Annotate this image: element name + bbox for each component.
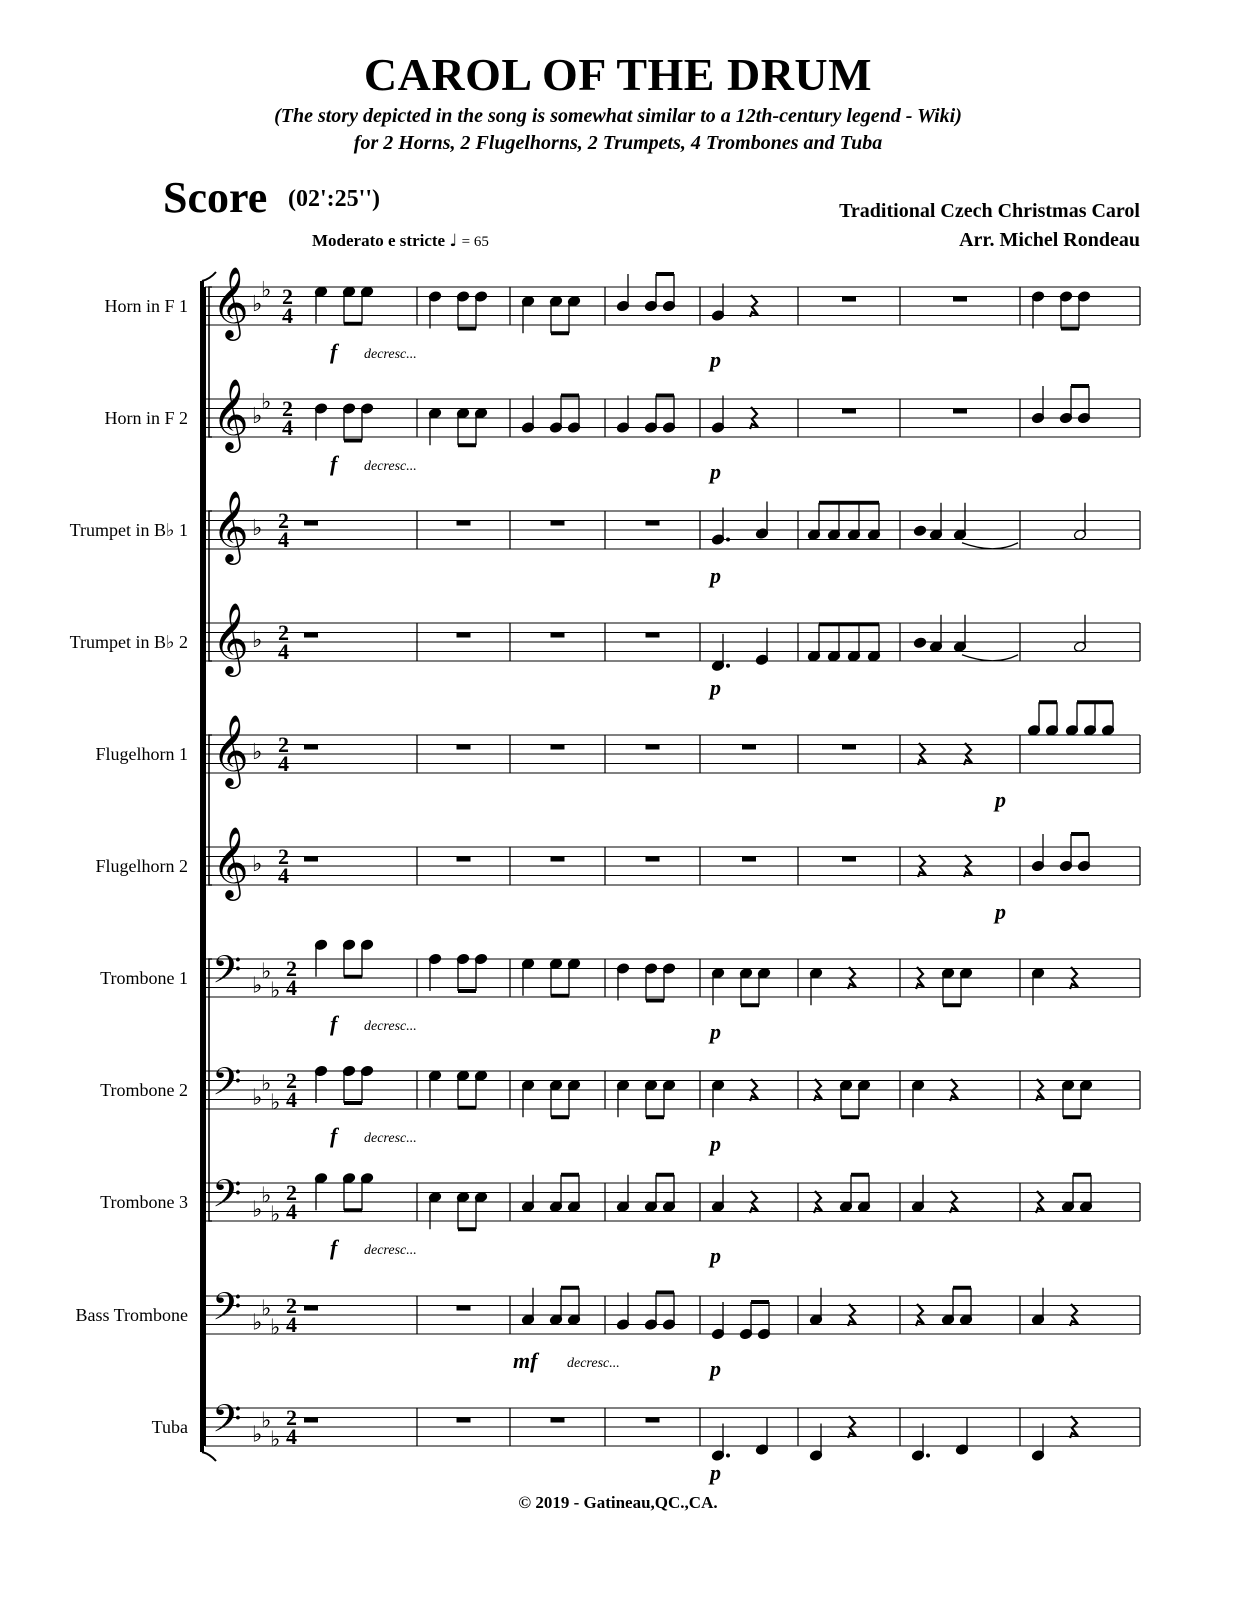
measure (711, 628, 768, 672)
staff-4 (205, 615, 1140, 672)
measure (1031, 1416, 1078, 1461)
flat-icon: ♭ (252, 1085, 263, 1111)
dynamic-marking: mf (513, 1348, 538, 1373)
flat-icon: ♭ (261, 1296, 272, 1322)
measure (711, 502, 768, 546)
time-signature: 2 (278, 620, 289, 645)
copyright: © 2019 - Gatineau,QC.,CA. (518, 1493, 718, 1512)
time-signature: 4 (286, 975, 297, 1000)
measure (814, 1175, 871, 1213)
time-signature: 2 (286, 1293, 297, 1318)
measure (314, 1065, 373, 1103)
measure (842, 745, 856, 750)
time-signature: 2 (286, 1180, 297, 1205)
time-signature: 4 (286, 1312, 297, 1337)
score-title: CAROL OF THE DRUM (363, 49, 873, 100)
measure (304, 745, 318, 750)
measure (304, 1306, 318, 1311)
treble-clef-icon: 𝄞 (212, 713, 249, 786)
score-subtitle: (The story depicted in the song is somewhat similar to a 12th-century legend - Wiki) (274, 105, 962, 127)
dynamic-marking: f (330, 339, 338, 364)
measure (304, 633, 318, 638)
measure (616, 396, 675, 434)
measure (428, 1070, 487, 1108)
duration: (02':25'') (288, 186, 380, 212)
measure (953, 409, 967, 414)
whole-rest (457, 633, 471, 638)
dynamic-marking: p (710, 1460, 721, 1485)
instrument-label: Bass Trombone (75, 1305, 188, 1325)
whole-rest (742, 745, 756, 750)
decrescendo-text: decresc... (364, 459, 417, 474)
dynamic-marking: p (995, 787, 1006, 812)
measure (916, 1288, 973, 1326)
measure (913, 615, 1018, 661)
whole-rest (457, 1306, 471, 1311)
whole-rest (551, 745, 565, 750)
measure (304, 521, 318, 526)
whole-rest (457, 1418, 471, 1423)
measure (616, 1079, 675, 1117)
instrument-label: Flugelhorn 1 (95, 744, 188, 764)
instrument-label: Horn in F 2 (104, 408, 188, 428)
flat-icon: ♭ (270, 1315, 281, 1341)
flat-icon: ♭ (270, 1427, 281, 1453)
measure (911, 1418, 968, 1462)
measure (551, 745, 565, 750)
whole-rest (551, 633, 565, 638)
measure (953, 297, 967, 302)
time-signature: 2 (282, 284, 293, 309)
treble-clef-icon: 𝄞 (212, 489, 249, 562)
measure (428, 407, 487, 445)
decrescendo-text: decresc... (364, 1019, 417, 1034)
flat-icon: ♭ (270, 978, 281, 1004)
whole-rest (304, 857, 318, 862)
measure (711, 1302, 770, 1340)
dynamic-marking: f (330, 1235, 338, 1260)
flat-icon: ♭ (252, 1197, 263, 1223)
decrescendo-text: decresc... (364, 1243, 417, 1258)
measure (551, 1418, 565, 1423)
staff-8 (205, 1065, 1140, 1117)
measure (457, 857, 471, 862)
measure (314, 1172, 373, 1210)
bracket-hook (202, 1452, 216, 1461)
measure (1036, 1175, 1093, 1213)
whole-rest (842, 409, 856, 414)
time-signature: 2 (286, 956, 297, 981)
dot (726, 664, 730, 668)
whole-rest (304, 633, 318, 638)
dynamic-marking: p (710, 563, 721, 588)
measure (711, 967, 770, 1005)
whole-rest (304, 1306, 318, 1311)
time-signature: 2 (286, 1405, 297, 1430)
measure (809, 1416, 856, 1461)
whole-rest (646, 521, 660, 526)
staff-7 (205, 939, 1140, 1005)
measure (521, 1079, 580, 1117)
flat-icon: ♭ (261, 277, 272, 303)
time-signature: 4 (278, 863, 289, 888)
measure (1031, 291, 1090, 329)
time-signature: 2 (282, 396, 293, 421)
flat-icon: ♭ (252, 628, 263, 653)
flat-icon: ♭ (261, 1183, 272, 1209)
instrument-label: Tuba (151, 1417, 188, 1437)
dynamic-marking: p (710, 1356, 721, 1381)
measure (457, 745, 471, 750)
time-signature: 2 (286, 1068, 297, 1093)
whole-rest (842, 297, 856, 302)
measure (742, 745, 756, 750)
instrument-label: Trumpet in B♭ 2 (69, 632, 188, 652)
whole-rest (842, 857, 856, 862)
measure (521, 396, 580, 434)
measure (428, 953, 487, 991)
measure (807, 503, 880, 541)
group-bracket (209, 735, 212, 885)
measure (1031, 386, 1090, 424)
group-bracket (209, 287, 212, 437)
whole-rest (304, 1418, 318, 1423)
measure (521, 1288, 580, 1326)
flat-icon: ♭ (252, 404, 263, 429)
measure (1073, 503, 1086, 541)
measure (616, 963, 675, 1001)
time-signature: 4 (286, 1424, 297, 1449)
whole-rest (304, 745, 318, 750)
decrescendo-text: decresc... (567, 1356, 620, 1371)
time-signature: 2 (278, 508, 289, 533)
measure (314, 403, 373, 441)
flat-icon: ♭ (252, 1310, 263, 1336)
time-signature: 4 (286, 1087, 297, 1112)
measure (304, 1418, 318, 1423)
measure (916, 967, 973, 1005)
arranger: Arr. Michel Rondeau (959, 229, 1140, 251)
instrument-label: Trumpet in B♭ 1 (69, 520, 188, 540)
flat-icon: ♭ (252, 740, 263, 765)
staff-5 (205, 702, 1140, 776)
treble-clef-icon: 𝄞 (212, 825, 249, 898)
instrument-label: Trombone 3 (100, 1192, 188, 1212)
flat-icon: ♭ (261, 1071, 272, 1097)
measure (1073, 615, 1086, 653)
instrumentation-line: for 2 Horns, 2 Flugelhorns, 2 Trumpets, 4 Trombones and Tuba (353, 132, 883, 154)
whole-rest (842, 745, 856, 750)
instrument-label: Trombone 1 (100, 968, 188, 988)
staff-6 (205, 834, 1140, 888)
measure (842, 857, 856, 862)
measure (457, 633, 471, 638)
measure (814, 1079, 871, 1117)
dot (726, 538, 730, 542)
measure (616, 1293, 675, 1331)
measure (314, 286, 373, 324)
composer: Traditional Czech Christmas Carol (839, 200, 1140, 222)
treble-clef-icon: 𝄞 (212, 601, 249, 674)
whole-rest (953, 409, 967, 414)
whole-rest (646, 857, 660, 862)
instrument-label: Trombone 2 (100, 1080, 188, 1100)
dynamic-marking: p (710, 459, 721, 484)
measure (913, 503, 1018, 549)
whole-rest (304, 521, 318, 526)
measure (1031, 967, 1078, 1005)
bass-clef-icon: 𝄢 (212, 1396, 242, 1450)
measure (809, 1288, 856, 1326)
measure (616, 274, 675, 312)
dynamic-marking: p (710, 1019, 721, 1044)
measure (911, 1079, 958, 1117)
dot (726, 1454, 730, 1458)
time-signature: 2 (278, 844, 289, 869)
note-head (913, 637, 926, 649)
dynamic-marking: f (330, 1123, 338, 1148)
flat-icon: ♭ (252, 1422, 263, 1448)
measure (711, 1079, 758, 1117)
bass-clef-icon: 𝄢 (212, 1284, 242, 1338)
whole-rest (646, 745, 660, 750)
staff-10 (205, 1288, 1140, 1341)
tempo-value: = 65 (461, 234, 489, 250)
measure (521, 958, 580, 996)
measure (842, 297, 856, 302)
flat-icon: ♭ (252, 852, 263, 877)
staff-11 (205, 1405, 1140, 1461)
whole-rest (457, 857, 471, 862)
whole-rest (953, 297, 967, 302)
flat-icon: ♭ (270, 1202, 281, 1228)
measure (551, 857, 565, 862)
tie (962, 543, 1018, 549)
decrescendo-text: decresc... (364, 347, 417, 362)
staff-2 (205, 386, 1140, 445)
time-signature: 4 (278, 639, 289, 664)
measure (646, 745, 660, 750)
whole-rest (457, 521, 471, 526)
measure (911, 1175, 958, 1213)
treble-clef-icon: 𝄞 (212, 377, 249, 450)
quarter-note-icon: ♩ (449, 231, 458, 251)
measure (646, 1418, 660, 1423)
note-head (913, 525, 926, 537)
measure (646, 521, 660, 526)
measure (1027, 702, 1114, 736)
flat-icon: ♭ (270, 1090, 281, 1116)
measure (1031, 834, 1090, 872)
measure (428, 1191, 487, 1229)
flat-icon: ♭ (252, 292, 263, 317)
time-signature: 4 (282, 415, 293, 440)
measure (521, 295, 580, 333)
measure (457, 1306, 471, 1311)
measure (616, 1175, 675, 1213)
measure (809, 967, 856, 1005)
measure (521, 1175, 580, 1213)
bass-clef-icon: 𝄢 (212, 1171, 242, 1225)
measure (742, 857, 756, 862)
dynamic-marking: p (995, 899, 1006, 924)
measure (457, 1418, 471, 1423)
whole-rest (551, 1418, 565, 1423)
measure (551, 521, 565, 526)
measure (711, 1175, 758, 1213)
measure (428, 291, 487, 329)
dynamic-marking: f (330, 1011, 338, 1036)
dynamic-marking: p (710, 1243, 721, 1268)
staff-1 (205, 274, 1140, 333)
measure (304, 857, 318, 862)
flat-icon: ♭ (261, 959, 272, 985)
flat-icon: ♭ (261, 389, 272, 415)
score-label: Score (163, 173, 268, 222)
instrument-label: Horn in F 1 (104, 296, 188, 316)
time-signature: 4 (278, 751, 289, 776)
measure (646, 633, 660, 638)
bracket-hook (202, 272, 216, 281)
measure (551, 633, 565, 638)
dynamic-marking: p (710, 347, 721, 372)
bass-clef-icon: 𝄢 (212, 947, 242, 1001)
flat-icon: ♭ (252, 973, 263, 999)
measure (314, 939, 373, 977)
dynamic-marking: p (710, 1131, 721, 1156)
dot (926, 1454, 930, 1458)
flat-icon: ♭ (252, 516, 263, 541)
staff-3 (205, 502, 1140, 553)
instrument-label: Flugelhorn 2 (95, 856, 188, 876)
measure (646, 857, 660, 862)
measure (1036, 1079, 1093, 1117)
measure (711, 1418, 768, 1462)
time-signature: 4 (278, 527, 289, 552)
time-signature: 2 (278, 732, 289, 757)
time-signature: 4 (282, 303, 293, 328)
whole-rest (457, 745, 471, 750)
treble-clef-icon: 𝄞 (212, 265, 249, 338)
whole-rest (646, 633, 660, 638)
bass-clef-icon: 𝄢 (212, 1059, 242, 1113)
tie (962, 655, 1018, 661)
decrescendo-text: decresc... (364, 1131, 417, 1146)
measure (457, 521, 471, 526)
whole-rest (646, 1418, 660, 1423)
time-signature: 4 (286, 1199, 297, 1224)
measure (1031, 1288, 1078, 1326)
tempo-text: Moderato e stricte (312, 231, 446, 250)
group-bracket (209, 511, 212, 661)
measure (842, 409, 856, 414)
staff-9 (205, 1172, 1140, 1229)
whole-rest (742, 857, 756, 862)
whole-rest (551, 857, 565, 862)
measure (807, 624, 880, 662)
whole-rest (551, 521, 565, 526)
dynamic-marking: p (710, 675, 721, 700)
dynamic-marking: f (330, 451, 338, 476)
flat-icon: ♭ (261, 1408, 272, 1434)
